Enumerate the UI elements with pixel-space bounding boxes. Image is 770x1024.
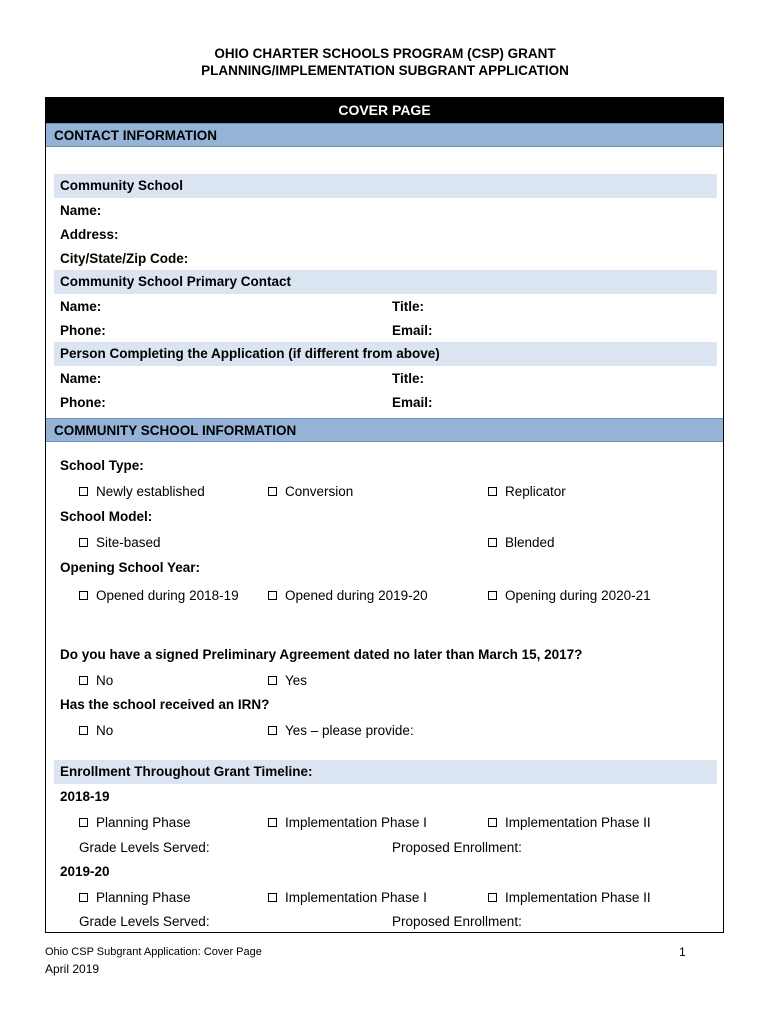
checkbox-icon[interactable] — [268, 591, 277, 600]
option-agreement-no[interactable]: No — [79, 672, 113, 690]
proposed-enrollment-2019-label: Proposed Enrollment: — [392, 914, 522, 929]
school-address-label: Address: — [60, 227, 119, 242]
checkbox-icon[interactable] — [79, 726, 88, 735]
school-type-label: School Type: — [60, 458, 144, 473]
title-line-2: PLANNING/IMPLEMENTATION SUBGRANT APPLICATION — [201, 63, 569, 78]
option-irn-no[interactable]: No — [79, 722, 113, 740]
primary-contact-heading: Community School Primary Contact — [54, 270, 717, 294]
school-model-label: School Model: — [60, 509, 153, 524]
school-information-header: COMMUNITY SCHOOL INFORMATION — [46, 418, 723, 442]
primary-contact-phone-label: Phone: — [60, 323, 106, 338]
option-2018-implementation-phase-1[interactable]: Implementation Phase I — [268, 814, 427, 832]
school-name-label: Name: — [60, 203, 102, 218]
option-2019-planning-phase[interactable]: Planning Phase — [79, 889, 191, 907]
checkbox-icon[interactable] — [79, 818, 88, 827]
person-phone-label: Phone: — [60, 395, 106, 410]
person-email-label: Email: — [392, 395, 433, 410]
opening-year-label: Opening School Year: — [60, 560, 201, 575]
checkbox-icon[interactable] — [79, 591, 88, 600]
primary-contact-email-label: Email: — [392, 323, 433, 338]
year-2018-19-label: 2018-19 — [60, 789, 110, 804]
checkbox-icon[interactable] — [488, 591, 497, 600]
cover-page-form — [45, 97, 724, 933]
grade-levels-2019-label: Grade Levels Served: — [79, 914, 210, 929]
year-2019-20-label: 2019-20 — [60, 864, 110, 879]
cover-page-header: COVER PAGE — [46, 98, 723, 123]
option-2018-planning-phase[interactable]: Planning Phase — [79, 814, 191, 832]
checkbox-icon[interactable] — [268, 893, 277, 902]
preliminary-agreement-question: Do you have a signed Preliminary Agreement dated no later than March 15, 2017? — [60, 647, 583, 662]
proposed-enrollment-2018-label: Proposed Enrollment: — [392, 840, 522, 855]
checkbox-icon[interactable] — [488, 893, 497, 902]
page-number: 1 — [679, 945, 686, 959]
checkbox-icon[interactable] — [79, 676, 88, 685]
option-opened-2019-20[interactable]: Opened during 2019-20 — [268, 587, 428, 605]
checkbox-icon[interactable] — [79, 487, 88, 496]
option-agreement-yes[interactable]: Yes — [268, 672, 307, 690]
checkbox-icon[interactable] — [488, 487, 497, 496]
person-title-label: Title: — [392, 371, 425, 386]
checkbox-icon[interactable] — [268, 726, 277, 735]
footer-document-name: Ohio CSP Subgrant Application: Cover Page — [45, 946, 262, 958]
checkbox-icon[interactable] — [488, 818, 497, 827]
grade-levels-2018-label: Grade Levels Served: — [79, 840, 210, 855]
option-blended[interactable]: Blended — [488, 534, 555, 552]
community-school-heading: Community School — [54, 174, 717, 198]
person-name-label: Name: — [60, 371, 102, 386]
option-newly-established[interactable]: Newly established — [79, 483, 205, 501]
option-opening-2020-21[interactable]: Opening during 2020-21 — [488, 587, 651, 605]
checkbox-icon[interactable] — [268, 818, 277, 827]
option-replicator[interactable]: Replicator — [488, 483, 566, 501]
checkbox-icon[interactable] — [79, 538, 88, 547]
option-2019-implementation-phase-1[interactable]: Implementation Phase I — [268, 889, 427, 907]
school-city-label: City/State/Zip Code: — [60, 251, 189, 266]
checkbox-icon[interactable] — [268, 487, 277, 496]
title-line-1: OHIO CHARTER SCHOOLS PROGRAM (CSP) GRANT — [214, 46, 556, 61]
person-completing-heading: Person Completing the Application (if different from above) — [54, 342, 717, 366]
irn-question: Has the school received an IRN? — [60, 697, 270, 712]
primary-contact-title-label: Title: — [392, 299, 425, 314]
footer-date: April 2019 — [45, 962, 100, 976]
primary-contact-name-label: Name: — [60, 299, 102, 314]
option-2018-implementation-phase-2[interactable]: Implementation Phase II — [488, 814, 651, 832]
document-title — [0, 45, 770, 79]
checkbox-icon[interactable] — [488, 538, 497, 547]
enrollment-timeline-heading: Enrollment Throughout Grant Timeline: — [54, 760, 717, 784]
option-opened-2018-19[interactable]: Opened during 2018-19 — [79, 587, 239, 605]
option-site-based[interactable]: Site-based — [79, 534, 161, 552]
option-irn-yes[interactable]: Yes – please provide: — [268, 722, 414, 740]
option-2019-implementation-phase-2[interactable]: Implementation Phase II — [488, 889, 651, 907]
checkbox-icon[interactable] — [268, 676, 277, 685]
contact-information-header: CONTACT INFORMATION — [46, 123, 723, 147]
option-conversion[interactable]: Conversion — [268, 483, 353, 501]
checkbox-icon[interactable] — [79, 893, 88, 902]
